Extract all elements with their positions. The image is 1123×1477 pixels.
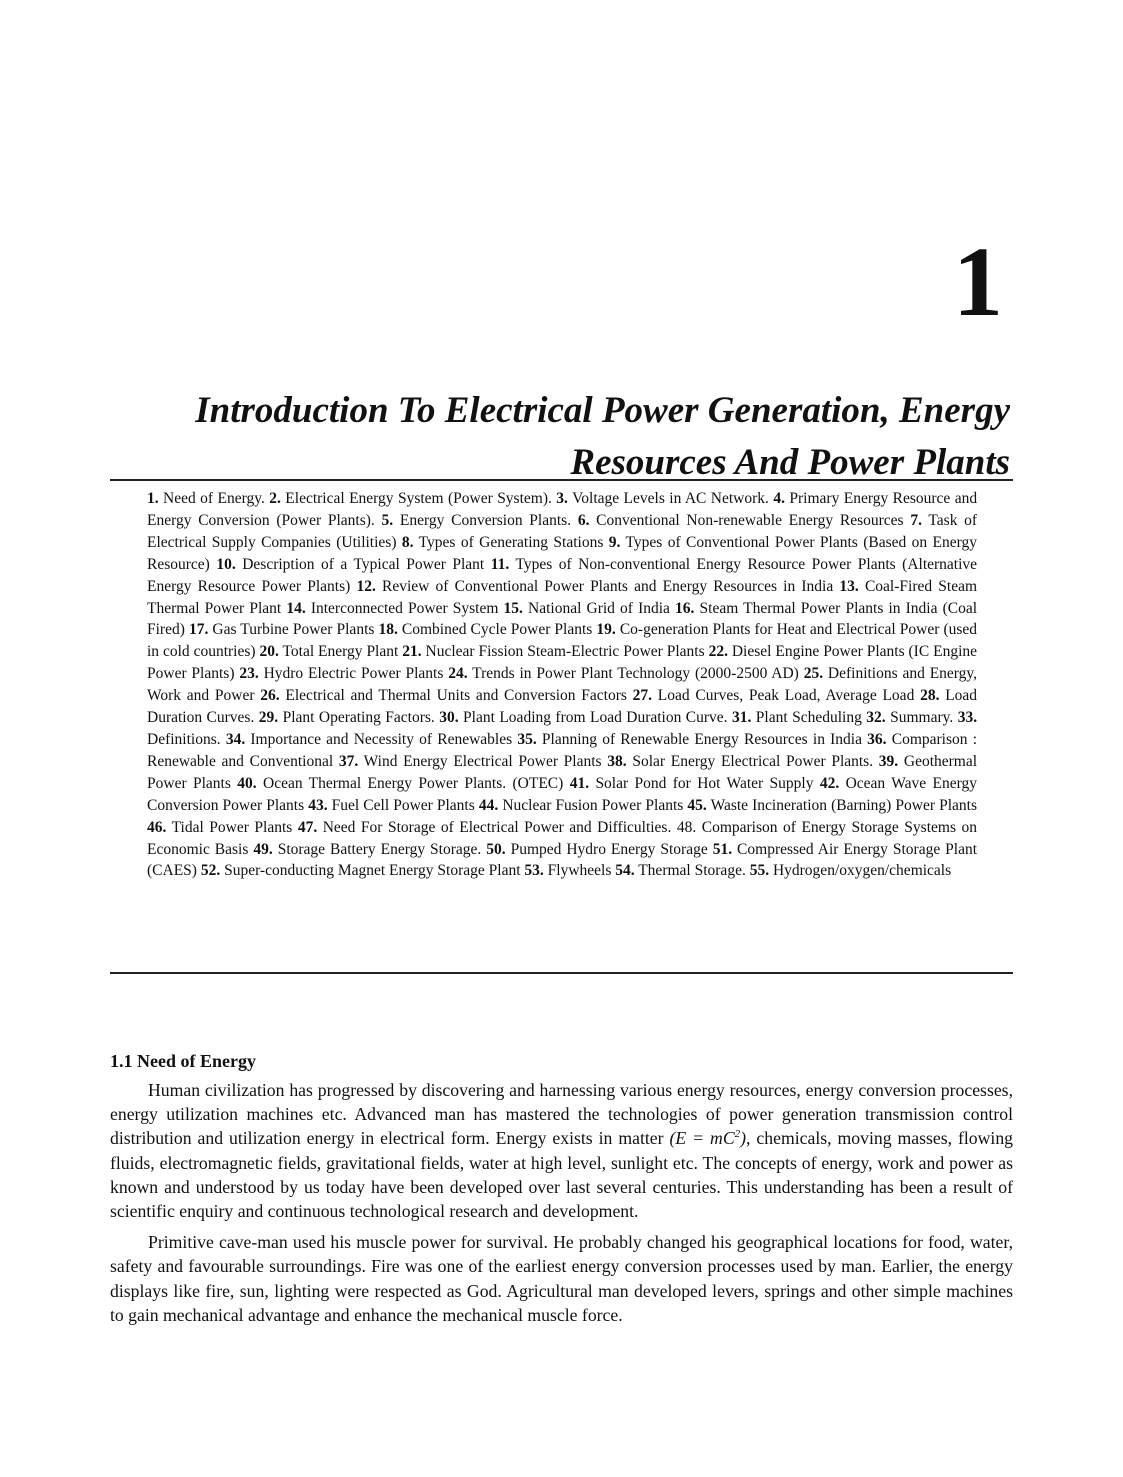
toc-entry-title: Solar Energy Electrical Power Plants. bbox=[632, 752, 874, 770]
toc-entry-number: 18. bbox=[378, 621, 398, 639]
chapter-contents bbox=[147, 488, 977, 882]
toc-entry-number: 49. bbox=[253, 840, 273, 858]
toc-entry-title: Comparison of Energy Storage Systems on Economic Basis bbox=[147, 818, 977, 858]
toc-entry bbox=[504, 600, 670, 617]
toc-entry-number: 38. bbox=[607, 752, 627, 770]
toc-entry-number: 23. bbox=[239, 665, 259, 683]
toc-entry-number: 6. bbox=[577, 511, 590, 529]
toc-entry-number: 39. bbox=[878, 752, 899, 770]
toc-entry-title: Need For Storage of Electrical Power and Difficulties. bbox=[322, 818, 672, 836]
toc-entry bbox=[732, 709, 862, 726]
toc-entry bbox=[259, 643, 398, 660]
toc-entry-number: 27. bbox=[632, 687, 653, 705]
toc-entry bbox=[402, 534, 603, 551]
toc-entry-number: 8. bbox=[401, 533, 414, 551]
toc-entry bbox=[570, 775, 814, 792]
toc-entry-title: Co-generation Plants for Heat and Electrical Power (used in cold countries) bbox=[147, 621, 978, 661]
toc-entry-title: Ocean Thermal Energy Power Plants. (OTEC) bbox=[263, 774, 564, 792]
paragraph-1-text-b: , chemicals, moving masses, flowing fluids, electromagnetic fields, gravitational fields, water at high level, sunlight etc. The concepts of energy, work and power as known and understood by us today have been developed over last several centuries. This understanding has been a result of scientific enquiry and continuous technological research and development. bbox=[110, 1128, 1014, 1222]
toc-entry-number: 7. bbox=[910, 511, 922, 529]
toc-entry-number: 46. bbox=[147, 818, 167, 836]
toc-entry-number: 34. bbox=[225, 730, 246, 748]
chapter-title-line-1: Introduction To Electrical Power Generation, Energy bbox=[195, 390, 1010, 431]
formula-eq: = bbox=[686, 1128, 711, 1149]
toc-entry bbox=[147, 490, 265, 507]
toc-entry-title: Primary Energy Resource and Energy Conversion (Power Plants). bbox=[147, 490, 978, 529]
toc-entry-number: 15. bbox=[503, 599, 523, 617]
toc-entry-title: Storage Battery Energy Storage. bbox=[277, 840, 482, 858]
toc-entry-number: 14. bbox=[286, 599, 306, 617]
toc-entry-title: Need of Energy. bbox=[163, 490, 265, 507]
toc-entry-title: Voltage Levels in AC Network. bbox=[572, 490, 769, 507]
toc-entry bbox=[486, 841, 707, 858]
toc-entry-title: Coal-Fired Steam Thermal Power Plant bbox=[147, 577, 978, 617]
toc-entry-number: 47. bbox=[297, 818, 318, 836]
toc-entry-title: Types of Generating Stations bbox=[418, 533, 604, 551]
toc-entry-title: Planning of Renewable Energy Resources in India bbox=[541, 730, 862, 748]
toc-entry bbox=[524, 862, 611, 879]
toc-entry-title: Gas Turbine Power Plants bbox=[212, 621, 375, 639]
toc-entry bbox=[439, 709, 727, 726]
toc-entry bbox=[259, 709, 435, 726]
toc-entry bbox=[556, 490, 769, 507]
toc-entry-title: Trends in Power Plant Technology (2000-2500 AD) bbox=[472, 665, 799, 683]
toc-entry-number: 17. bbox=[188, 621, 209, 639]
toc-entry-number: 19. bbox=[596, 621, 616, 639]
toc-entry-number: 12. bbox=[356, 577, 376, 595]
toc-entry-title: Wind Energy Electrical Power Plants bbox=[363, 752, 602, 770]
toc-entry-title: National Grid of India bbox=[528, 599, 670, 617]
toc-entry bbox=[226, 731, 512, 748]
toc-entry-title: Types of Non-conventional Energy Resource Power Plants (Alternative Energy Resource Power Plants) bbox=[147, 555, 978, 595]
toc-entry-title: Plant Loading from Load Duration Curve. bbox=[463, 709, 728, 727]
toc-entry-number: 52. bbox=[200, 862, 221, 880]
toc-entry-number: 9. bbox=[608, 533, 621, 551]
toc-entry-number: 53. bbox=[524, 862, 544, 880]
toc-entry-number: 55. bbox=[749, 862, 770, 880]
toc-entry bbox=[378, 621, 592, 638]
toc-entry bbox=[189, 621, 374, 638]
toc-entry-number: 26. bbox=[260, 687, 280, 705]
toc-entry-title: Flywheels bbox=[547, 862, 612, 880]
toc-entry-title: Load Curves, Peak Load, Average Load bbox=[657, 687, 915, 705]
section-body bbox=[110, 1078, 1013, 1334]
section-heading: 1.1 Need of Energy bbox=[110, 1051, 256, 1071]
toc-entry-number: 44. bbox=[478, 796, 499, 814]
paragraph-1 bbox=[110, 1078, 1013, 1223]
top-divider bbox=[110, 479, 1013, 481]
toc-entry-number: 35. bbox=[517, 730, 537, 748]
toc-entry-title: Waste Incineration (Barning) Power Plants bbox=[710, 796, 977, 814]
toc-entry bbox=[237, 775, 563, 792]
toc-entry-title: Hydrogen/oxygen/chemicals bbox=[772, 862, 952, 880]
toc-entry-number: 30. bbox=[439, 709, 459, 727]
toc-entry bbox=[382, 512, 572, 529]
toc-entry-title: Combined Cycle Power Plants bbox=[401, 621, 593, 639]
toc-entry-number: 36. bbox=[867, 730, 887, 748]
toc-entry-number: 48. bbox=[676, 818, 697, 836]
toc-entry-title: Tidal Power Plants bbox=[171, 818, 293, 836]
formula-lhs: E bbox=[675, 1128, 687, 1149]
toc-entry-title: Conventional Non-renewable Energy Resources bbox=[596, 511, 904, 529]
toc-entry bbox=[866, 709, 953, 726]
toc-entry-title: Load Duration Curves. bbox=[147, 687, 978, 727]
toc-entry-title: Summary. bbox=[890, 709, 954, 727]
toc-entry-number: 42. bbox=[819, 774, 840, 792]
toc-entry-title: Total Energy Plant bbox=[282, 643, 399, 661]
toc-entry-title: Electrical and Thermal Units and Conversion Factors bbox=[285, 687, 627, 705]
toc-entry-number: 50. bbox=[486, 840, 506, 858]
formula-m: m bbox=[710, 1128, 723, 1149]
toc-entry-number: 43. bbox=[308, 796, 328, 814]
toc-entry-title: Nuclear Fusion Power Plants bbox=[502, 796, 684, 814]
toc-entry-number: 45. bbox=[687, 796, 707, 814]
toc-entry bbox=[286, 600, 498, 617]
toc-entry-number: 21. bbox=[402, 643, 422, 661]
toc-entry bbox=[201, 862, 521, 879]
toc-entry-title: Nuclear Fission Steam-Electric Power Plants bbox=[425, 643, 705, 661]
toc-entry-number: 37. bbox=[338, 752, 359, 770]
toc-entry-number: 25. bbox=[803, 665, 824, 683]
toc-entry bbox=[402, 643, 704, 660]
toc-entry-number: 2. bbox=[269, 490, 281, 507]
toc-entry bbox=[578, 512, 904, 529]
toc-entry bbox=[147, 819, 292, 836]
toc-entry-title: Importance and Necessity of Renewables bbox=[250, 730, 513, 748]
formula-open: ( bbox=[669, 1128, 676, 1149]
toc-entry bbox=[615, 862, 746, 879]
toc-entry-number: 13. bbox=[839, 577, 859, 595]
toc-entry-title: Fuel Cell Power Plants bbox=[331, 796, 475, 814]
toc-entry-number: 28. bbox=[920, 687, 940, 705]
toc-entry-title: Geothermal Power Plants bbox=[147, 752, 978, 792]
toc-entry bbox=[356, 578, 833, 595]
toc-entry-title: Electrical Energy System (Power System). bbox=[285, 490, 552, 507]
toc-entry-number: 16. bbox=[675, 599, 695, 617]
toc-entry bbox=[607, 753, 873, 770]
toc-entry-number: 24. bbox=[448, 665, 468, 683]
formula-c: C bbox=[722, 1128, 735, 1149]
toc-entry bbox=[687, 797, 977, 814]
toc-entry-title: Steam Thermal Power Plants in India (Coal Fired) bbox=[147, 599, 978, 639]
toc-entry-number: 51. bbox=[712, 840, 733, 858]
toc-entry-title: Ocean Wave Energy Conversion Power Plants bbox=[147, 774, 978, 814]
toc-entry-title: Hydro Electric Power Plants bbox=[263, 665, 444, 683]
toc-entry bbox=[253, 841, 481, 858]
formula-exponent: 2 bbox=[734, 1128, 741, 1141]
toc-entry bbox=[633, 687, 915, 704]
toc-entry bbox=[750, 862, 951, 879]
toc-entry bbox=[260, 687, 627, 704]
toc-entry-title: Types of Conventional Power Plants (Based on Energy Resource) bbox=[147, 533, 978, 573]
chapter-title-line-2: Resources And Power Plants bbox=[570, 442, 1010, 483]
toc-entry-title: Solar Pond for Hot Water Supply bbox=[595, 774, 814, 792]
paragraph-1-text-a: Human civilization has progressed by discovering and harnessing various energy resources, energy conversion processes, energy utilization machines etc. Advanced man has mastered the technologies of power generation transmission control distribution and utilization energy in electrical form. Energy exists in matter bbox=[110, 1080, 1013, 1149]
toc-entry-title: Thermal Storage. bbox=[638, 862, 746, 880]
toc-entry-number: 54. bbox=[615, 862, 635, 880]
toc-entry-title: Comparison : Renewable and Conventional bbox=[147, 730, 978, 770]
toc-entry-title: Pumped Hydro Energy Storage bbox=[510, 840, 708, 858]
toc-entry-number: 29. bbox=[258, 709, 279, 727]
toc-entry bbox=[216, 556, 484, 573]
toc-entry-number: 3. bbox=[556, 490, 568, 507]
formula-close: ) bbox=[740, 1128, 747, 1149]
toc-entry bbox=[239, 665, 443, 682]
chapter-number: 1 bbox=[953, 226, 1003, 337]
toc-entry bbox=[479, 797, 683, 814]
toc-entry-title: Definitions. bbox=[147, 730, 221, 748]
toc-entry-title: Review of Conventional Power Plants and Energy Resources in India bbox=[382, 577, 834, 595]
paragraph-2: Primitive cave-man used his muscle power for survival. He probably changed his geographical locations for food, water, safety and favourable surroundings. Fire was one of the earliest energy conversion processes used by man. Earlier, the energy displays like fire, sun, lighting were respected as God. Agricultural man developed levers, springs and other simple machines to gain mechanical advantage and enhance the mechanical muscle force. bbox=[110, 1232, 1013, 1325]
toc-entry-number: 4. bbox=[773, 490, 785, 507]
toc-entry bbox=[308, 797, 475, 814]
toc-entry bbox=[517, 731, 862, 748]
toc-entry-number: 31. bbox=[731, 709, 752, 727]
toc-entry bbox=[448, 665, 799, 682]
toc-entry-number: 20. bbox=[259, 643, 279, 661]
toc-entry bbox=[269, 490, 552, 507]
energy-formula bbox=[669, 1128, 746, 1148]
toc-entry-number: 33. bbox=[957, 709, 978, 727]
toc-entry-title: Definitions and Energy, Work and Power bbox=[147, 665, 978, 705]
toc-entry bbox=[298, 819, 672, 836]
toc-entry-number: 22. bbox=[708, 643, 728, 661]
toc-entry bbox=[339, 753, 602, 770]
chapter-title bbox=[110, 385, 1010, 489]
toc-entry-title: Description of a Typical Power Plant bbox=[242, 555, 485, 573]
toc-entry-title: Plant Scheduling bbox=[755, 709, 862, 727]
toc-entry-number: 10. bbox=[216, 555, 236, 573]
toc-entry-number: 11. bbox=[490, 555, 510, 573]
toc-entry-number: 5. bbox=[381, 511, 394, 529]
toc-entry-title: Plant Operating Factors. bbox=[282, 709, 435, 727]
toc-entry-number: 40. bbox=[237, 774, 257, 792]
toc-entry-title: Super-conducting Magnet Energy Storage Plant bbox=[224, 862, 521, 880]
toc-entry-title: Interconnected Power System bbox=[310, 599, 499, 617]
toc-entry-title: Energy Conversion Plants. bbox=[399, 511, 572, 529]
bottom-divider bbox=[110, 972, 1013, 974]
toc-entry-number: 1. bbox=[147, 490, 159, 507]
toc-entry-number: 41. bbox=[569, 774, 590, 792]
toc-entry-title: Task of Electrical Supply Companies (Utilities) bbox=[147, 511, 978, 551]
toc-entry-number: 32. bbox=[866, 709, 886, 727]
toc-entry-title: Diesel Engine Power Plants (IC Engine Power Plants) bbox=[147, 643, 978, 683]
toc-entry-title: Compressed Air Energy Storage Plant (CAES) bbox=[147, 840, 978, 880]
